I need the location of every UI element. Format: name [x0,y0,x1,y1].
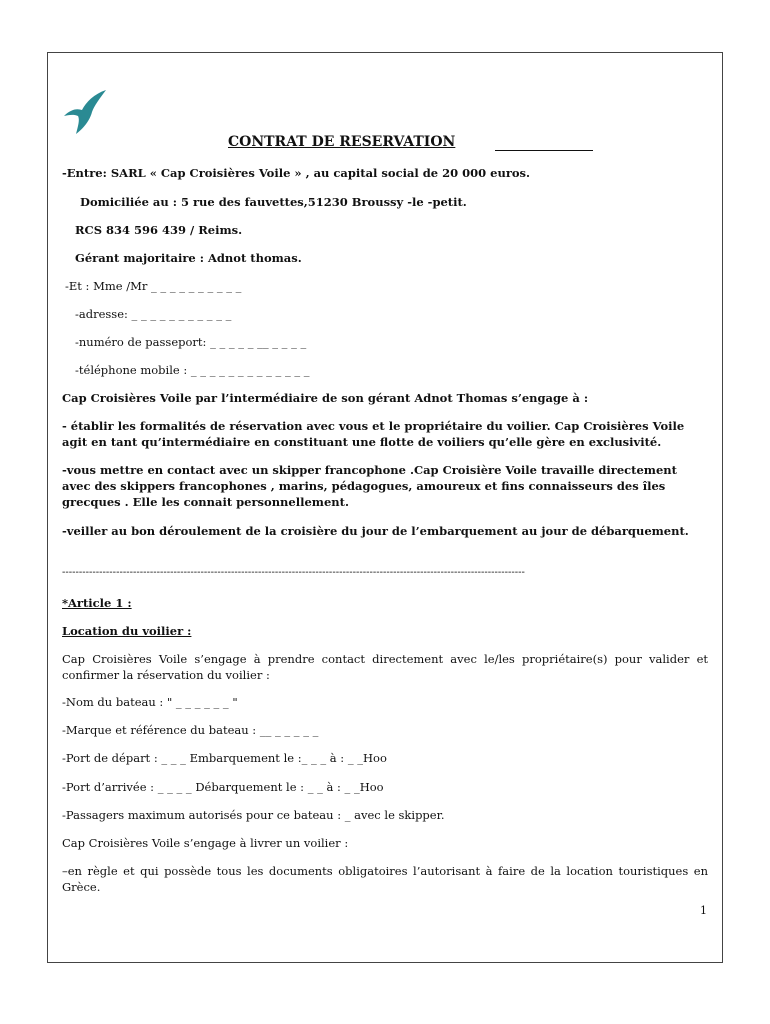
port-arrivee-line: -Port d’arrivée : _ _ _ _ Débarquement le : _ _ à : _ _Hoo [62,780,384,794]
passeport-line: -numéro de passeport: _ _ _ _ _ __ _ _ _ _ [75,335,307,349]
regle-line: –en règle et qui possède tous les documents obligatoires l’autorisant à faire de la location touristiques en Grèce. [62,864,708,894]
port-depart-line: -Port de départ : _ _ _ Embarquement le :_ _ _ à : _ _Hoo [62,751,387,765]
passagers-line: -Passagers maximum autorisés pour ce bateau : _ avec le skipper. [62,808,445,822]
title-underline-blank [495,150,593,151]
engagement-paragraph-3: -veiller au bon déroulement de la croisière du jour de l’embarquement au jour de débarquement. [62,524,689,538]
article-heading: *Article 1 : [62,596,132,610]
document-title: CONTRAT DE RESERVATION [228,134,456,150]
et-line: -Et : Mme /Mr _ _ _ _ _ _ _ _ _ _ [65,279,242,293]
engagement-intro: Cap Croisières Voile par l’intermédiaire de son gérant Adnot Thomas s’engage à : [62,391,589,405]
entre-line: -Entre: SARL « Cap Croisières Voile » , au capital social de 20 000 euros. [62,166,531,180]
article-subheading: Location du voilier : [62,624,192,638]
gerant-line: Gérant majoritaire : Adnot thomas. [75,251,302,265]
adresse-line: -adresse: _ _ _ _ _ _ _ _ _ _ _ [75,307,232,321]
livrer-line: Cap Croisières Voile s’engage à livrer un voilier : [62,836,349,850]
engagement-paragraph-2: -vous mettre en contact avec un skipper francophone .Cap Croisière Voile travaille directement avec des skippers francophones , marins, pédagogues, amoureux et fins connaisseurs des îles grecques . Elle les connait personnellement. [62,463,677,509]
article-intro: Cap Croisières Voile s’engage à prendre contact directement avec le/les propriétaire(s) pour valider et confirmer la réservation du voilier : [62,652,708,682]
separator-line: ----------------------------------------------------------------------------------------------------------------------------------------- [62,567,525,578]
nom-bateau-line: -Nom du bateau : " _ _ _ _ _ _ " [62,695,238,709]
page-number: 1 [700,904,707,917]
engagement-paragraph-1: - établir les formalités de réservation avec vous et le propriétaire du voilier. Cap Croisières Voile agit en tant qu’intermédiaire en constituant une flotte de voiliers qu’elle gère en exclusivité. [62,419,685,449]
marque-line: -Marque et référence du bateau : __ _ _ _ _ _ [62,723,319,737]
domicile-line: Domiciliée au : 5 rue des fauvettes,51230 Broussy -le -petit. [80,195,467,209]
telephone-line: -téléphone mobile : _ _ _ _ _ _ _ _ _ _ _ _ _ [75,363,310,377]
rcs-line: RCS 834 596 439 / Reims. [75,223,243,237]
bird-logo-icon [62,88,108,136]
